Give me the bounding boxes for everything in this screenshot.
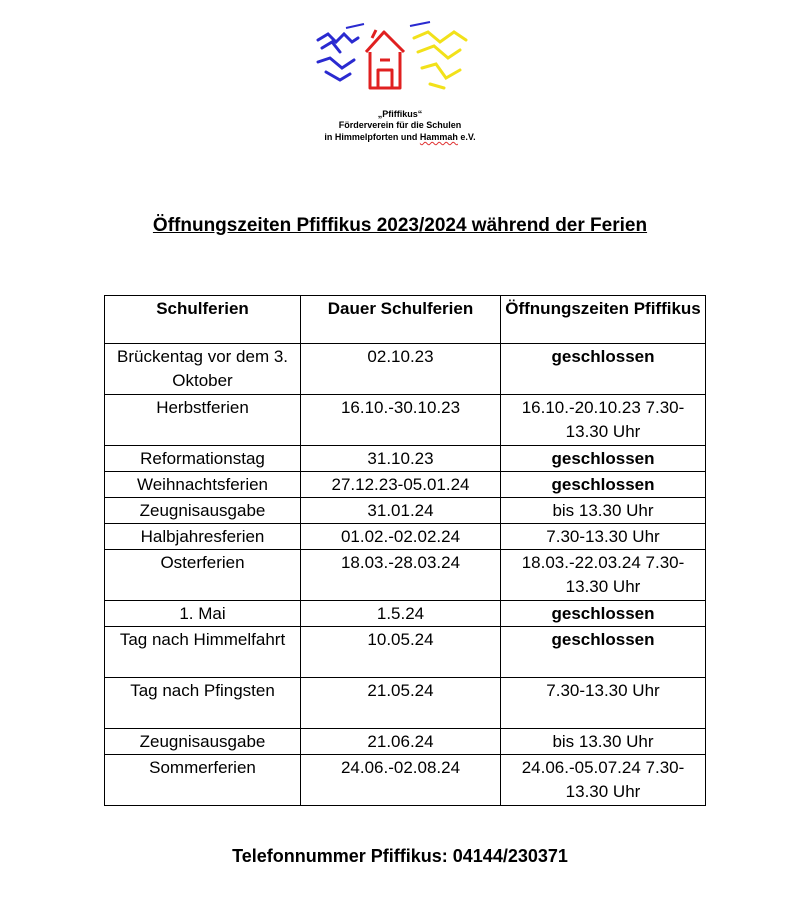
cell-holiday: Osterferien	[105, 550, 301, 601]
table-header-row	[105, 296, 706, 344]
table-row	[105, 755, 706, 806]
header-schulferien: Schulferien	[105, 296, 301, 344]
table-row	[105, 344, 706, 395]
cell-hours: geschlossen	[501, 446, 706, 472]
table-row	[105, 446, 706, 472]
cell-hours: 7.30-13.30 Uhr	[501, 678, 706, 729]
logo-red-house	[366, 30, 404, 88]
cell-duration: 1.5.24	[301, 601, 501, 627]
cell-holiday: Zeugnisausgabe	[105, 729, 301, 755]
cell-hours: 7.30-13.30 Uhr	[501, 524, 706, 550]
cell-hours: geschlossen	[501, 601, 706, 627]
header-oeffnungszeiten: Öffnungszeiten Pfiffikus	[501, 296, 706, 344]
cell-hours: bis 13.30 Uhr	[501, 729, 706, 755]
phone-number: Telefonnummer Pfiffikus: 04144/230371	[232, 846, 568, 866]
cell-hours: 16.10.-20.10.23 7.30-13.30 Uhr	[501, 395, 706, 446]
logo-yellow-figure	[414, 32, 466, 88]
org-location: in Himmelpforten und Hammah e.V.	[324, 132, 476, 142]
cell-hours: 18.03.-22.03.24 7.30-13.30 Uhr	[501, 550, 706, 601]
pfiffikus-logo	[310, 18, 490, 98]
page-title: Öffnungszeiten Pfiffikus 2023/2024 während der Ferien	[152, 215, 648, 236]
cell-hours: geschlossen	[501, 472, 706, 498]
cell-duration: 31.01.24	[301, 498, 501, 524]
table-row	[105, 627, 706, 678]
cell-holiday: Zeugnisausgabe	[105, 498, 301, 524]
cell-duration: 21.06.24	[301, 729, 501, 755]
cell-holiday: 1. Mai	[105, 601, 301, 627]
header-dauer: Dauer Schulferien	[301, 296, 501, 344]
table-row	[105, 729, 706, 755]
cell-holiday: Sommerferien	[105, 755, 301, 806]
cell-hours: geschlossen	[501, 627, 706, 678]
table-row	[105, 678, 706, 729]
table-row	[105, 550, 706, 601]
cell-duration: 01.02.-02.02.24	[301, 524, 501, 550]
cell-holiday: Reformationstag	[105, 446, 301, 472]
cell-duration: 31.10.23	[301, 446, 501, 472]
logo-blue-figure	[318, 34, 358, 80]
cell-hours: geschlossen	[501, 344, 706, 395]
cell-duration: 10.05.24	[301, 627, 501, 678]
cell-holiday: Tag nach Pfingsten	[105, 678, 301, 729]
cell-holiday: Halbjahresferien	[105, 524, 301, 550]
cell-holiday: Weihnachtsferien	[105, 472, 301, 498]
cell-duration: 24.06.-02.08.24	[301, 755, 501, 806]
cell-holiday: Tag nach Himmelfahrt	[105, 627, 301, 678]
opening-hours-table	[104, 295, 706, 806]
cell-holiday: Herbstferien	[105, 395, 301, 446]
cell-hours: bis 13.30 Uhr	[501, 498, 706, 524]
cell-duration: 16.10.-30.10.23	[301, 395, 501, 446]
table-row	[105, 524, 706, 550]
org-description: Förderverein für die Schulen	[338, 120, 462, 130]
cell-duration: 27.12.23-05.01.24	[301, 472, 501, 498]
cell-hours: 24.06.-05.07.24 7.30-13.30 Uhr	[501, 755, 706, 806]
table-row	[105, 472, 706, 498]
table-row	[105, 498, 706, 524]
cell-duration: 02.10.23	[301, 344, 501, 395]
cell-duration: 21.05.24	[301, 678, 501, 729]
table-row	[105, 395, 706, 446]
cell-duration: 18.03.-28.03.24	[301, 550, 501, 601]
cell-holiday: Brückentag vor dem 3. Oktober	[105, 344, 301, 395]
org-name: „Pfiffikus“	[377, 109, 423, 119]
table-row	[105, 601, 706, 627]
